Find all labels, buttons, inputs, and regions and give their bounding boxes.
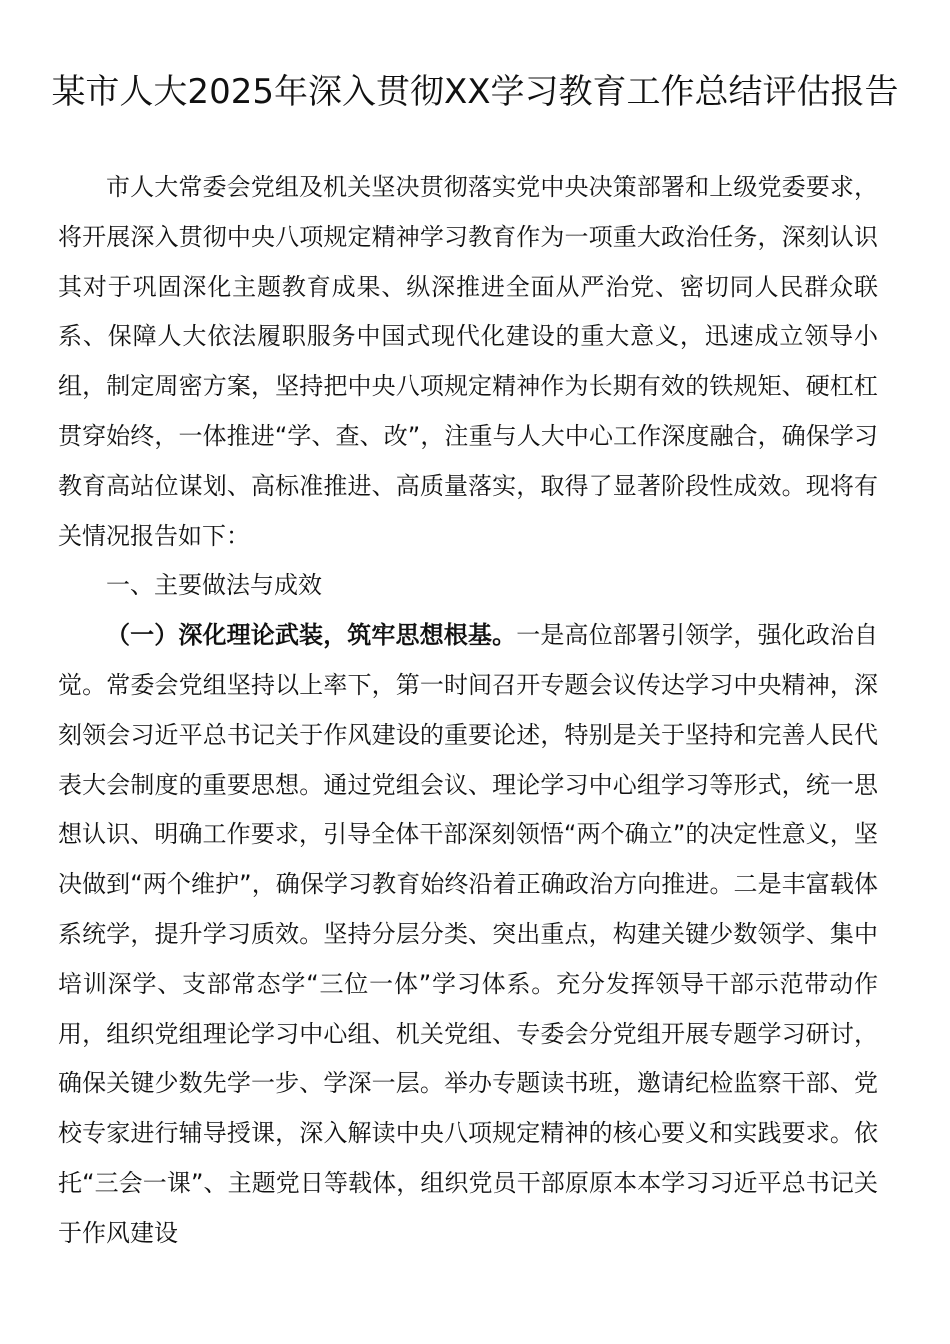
section-heading: 一、主要做法与成效 [106, 571, 322, 600]
subsection-heading: （一）深化理论武装，筑牢思想根基。 [106, 621, 517, 650]
document-title: 某市人大2025年深入贯彻XX学习教育工作总结评估报告 [51, 72, 899, 112]
document-body [58, 163, 878, 1259]
subsection-paragraph [58, 611, 878, 1258]
subsection-body: 一是高位部署引领学，强化政治自觉。常委会党组坚持以上率下，第一时间召开专题会议传达学习中央精神，深刻领会习近平总书记关于作风建设的重要论述，特别是关于坚持和完善人民代表大会制度的重要思想。通过党组会议、理论学习中心组学习等形式，统一思想认识、明确工作要求，引导全体干部深刻领悟“两个确立”的决定性意义，坚决做到“两个维护”，确保学习教育始终沿着正确政治方向推进。二是丰富载体系统学，提升学习质效。坚持分层分类、突出重点，构建关键少数领学、集中培训深学、支部常态学“三位一体”学习体系。充分发挥领导干部示范带动作用，组织党组理论学习中心组、机关党组、专委会分党组开展专题学习研讨，确保关键少数先学一步、学深一层。举办专题读书班，邀请纪检监察干部、党校专家进行辅导授课，深入解读中央八项规定精神的核心要义和实践要求。依托“三会一课”、主题党日等载体，组织党员干部原原本本学习习近平总书记关于作风建设 [58, 621, 879, 1247]
intro-paragraph: 市人大常委会党组及机关坚决贯彻落实党中央决策部署和上级党委要求，将开展深入贯彻中央八项规定精神学习教育作为一项重大政治任务，深刻认识其对于巩固深化主题教育成果、纵深推进全面从严治党、密切同人民群众联系、保障人大依法履职服务中国式现代化建设的重大意义，迅速成立领导小组，制定周密方案，坚持把中央八项规定精神作为长期有效的铁规矩、硬杠杠贯穿始终，一体推进“学、查、改”，注重与人大中心工作深度融合，确保学习教育高站位谋划、高标准推进、高质量落实，取得了显著阶段性成效。现将有关情况报告如下： [58, 173, 878, 550]
